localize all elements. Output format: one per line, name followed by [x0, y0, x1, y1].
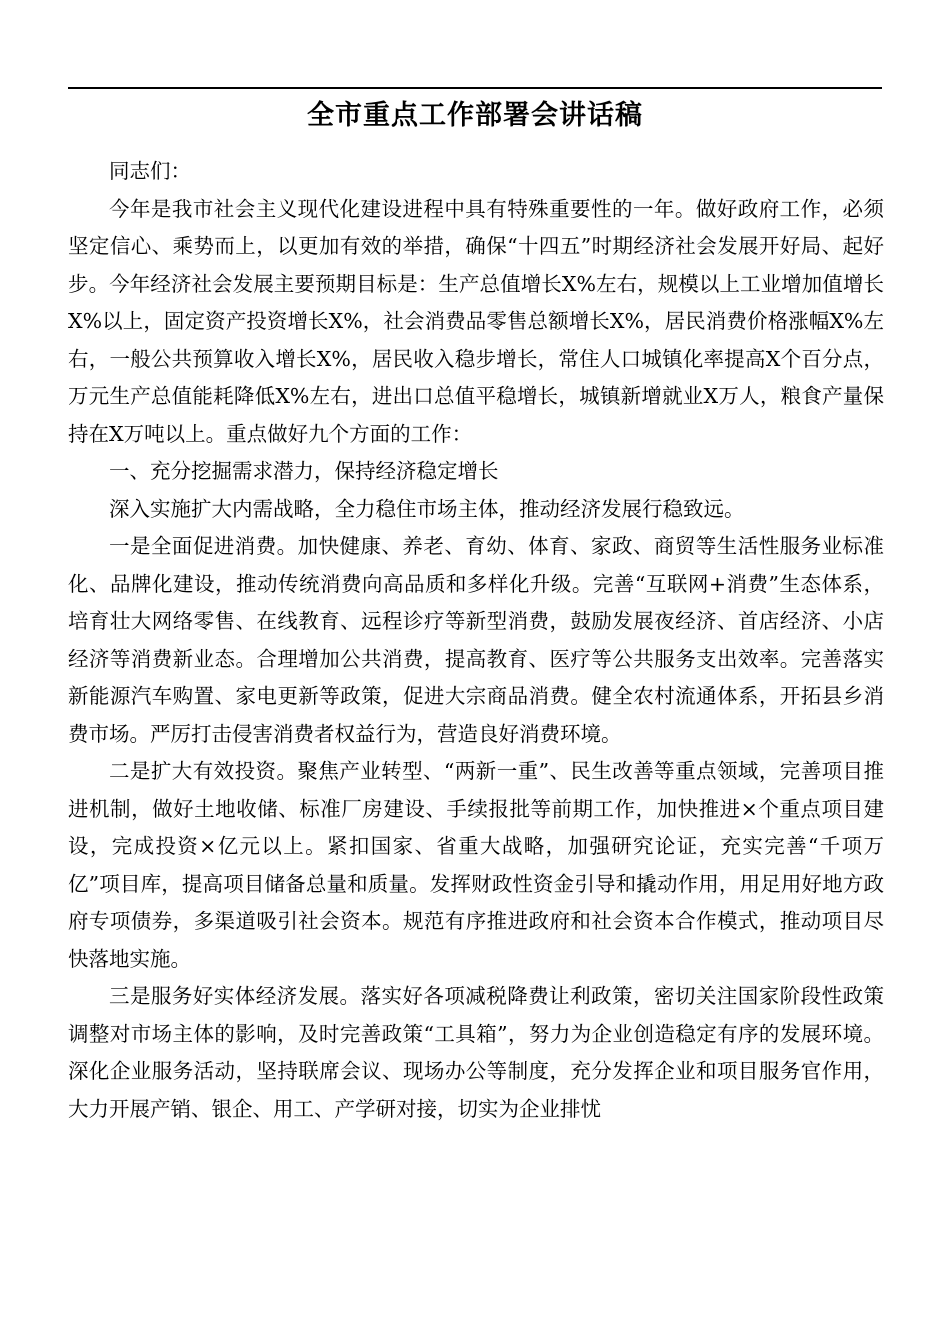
paragraph-investment: 二是扩大有效投资。聚焦产业转型、“两新一重”、民生改善等重点领域，完善项目推进机制，做好土地收储、标准厂房建设、手续报批等前期工作，加快推进×个重点项目建设，完成投资×亿元以上。紧扣国家、省重大战略，加强研究论证，充实完善“千项万亿”项目库，提高项目储备总量和质量。发挥财政性资金引导和撬动作用，用足用好地方政府专项债券，多渠道吸引社会资本。规范有序推进政府和社会资本合作模式，推动项目尽快落地实施。: [68, 759, 884, 971]
paragraph-consumption: 一是全面促进消费。加快健康、养老、育幼、体育、家政、商贸等生活性服务业标准化、品牌化建设，推动传统消费向高品质和多样化升级。完善“互联网+消费”生态体系，培育壮大网络零售、在线教育、远程诊疗等新型消费，鼓励发展夜经济、首店经济、小店经济等消费新业态。合理增加公共消费，提高教育、医疗等公共服务支出效率。完善落实新能源汽车购置、家电更新等政策，促进大宗商品消费。健全农村流通体系，开拓县乡消费市场。严厉打击侵害消费者权益行为，营造良好消费环境。: [68, 534, 884, 746]
paragraph-intro: 今年是我市社会主义现代化建设进程中具有特殊重要性的一年。做好政府工作，必须坚定信心、乘势而上，以更加有效的举措，确保“十四五”时期经济社会发展开好局、起好步。今年经济社会发展主要预期目标是：生产总值增长X%左右，规模以上工业增加值增长X%以上，固定资产投资增长X%，社会消费品零售总额增长X%，居民消费价格涨幅X%左右，一般公共预算收入增长X%，居民收入稳步增长，常住人口城镇化率提高X个百分点，万元生产总值能耗降低X%左右，进出口总值平稳增长，城镇新增就业X万人，粮食产量保持在X万吨以上。重点做好九个方面的工作：: [68, 196, 884, 446]
header-rule: [68, 87, 882, 89]
document-title: 全市重点工作部署会讲话稿: [307, 100, 643, 131]
paragraph-real-economy: 三是服务好实体经济发展。落实好各项减税降费让利政策，密切关注国家阶段性政策调整对市场主体的影响，及时完善政策“工具箱”，努力为企业创造稳定有序的发展环境。深化企业服务活动，坚持联席会议、现场办公等制度，充分发挥企业和项目服务官作用，大力开展产销、银企、用工、产学研对接，切实为企业排忧: [68, 984, 884, 1121]
document-body: [68, 153, 884, 1128]
paragraph-salutation: 同志们：: [109, 159, 191, 183]
paragraph-section-summary: 深入实施扩大内需战略，全力稳住市场主体，推动经济发展行稳致远。: [109, 496, 745, 521]
section-heading-1: 一、充分挖掘需求潜力，保持经济稳定增长: [109, 459, 499, 483]
